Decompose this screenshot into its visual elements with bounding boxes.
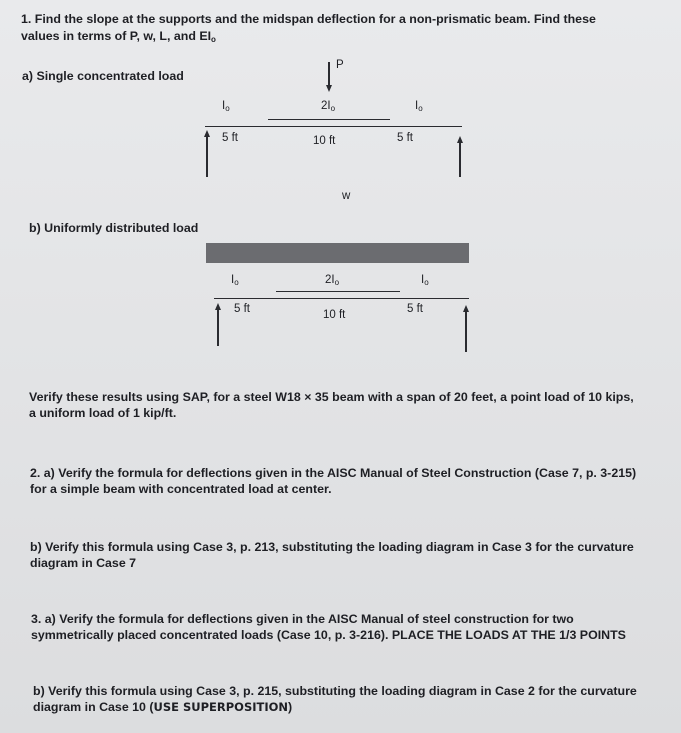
verify-line2: a uniform load of 1 kip/ft.	[29, 406, 177, 420]
inertia-left-label: $I_o$	[222, 100, 230, 113]
q3a-line2: symmetrically placed concentrated loads (Case 10, p. 3-216). PLACE THE LOADS AT THE 1/3 POINTS	[31, 628, 626, 642]
load-p-label: P	[336, 59, 344, 71]
q2a-line2: for a simple beam with concentrated load at center.	[30, 482, 332, 496]
distributed-load-block	[206, 243, 469, 263]
right-reaction-arrow-head	[457, 136, 463, 143]
superposition-emphasis: USE SUPERPOSITION	[153, 700, 289, 714]
right-reaction-arrow	[459, 143, 461, 177]
q2a-line1: 2. a) Verify the formula for deflections given in the AISC Manual of Steel Construction (Case 7, p. 3-215)	[30, 466, 637, 480]
part-b-label: b) Uniformly distributed load	[29, 221, 199, 235]
inertia-left-label: $I_o$	[231, 274, 239, 287]
length-right-label: 5 ft	[397, 132, 413, 144]
load-w-label: w	[342, 190, 351, 202]
left-reaction-arrow	[206, 137, 208, 177]
length-mid-label: 10 ft	[313, 135, 336, 147]
right-reaction-arrow	[465, 312, 467, 352]
q2b-line2: diagram in Case 7	[30, 556, 137, 570]
q3a-line1: 3. a) Verify the formula for deflections given in the AISC Manual of steel construction for two	[31, 612, 574, 626]
beam-mid-upper-line	[276, 291, 400, 292]
length-right-label: 5 ft	[407, 303, 423, 315]
point-load-arrow-shaft	[328, 62, 330, 86]
beam-mid-upper-line	[268, 119, 390, 120]
q1-heading-line1: 1. Find the slope at the supports and the midspan deflection for a non-prismatic beam. Find these	[21, 12, 596, 26]
beam-line	[214, 298, 469, 299]
q1-heading-line2: values in terms of P, w, L, and $EI_o$	[21, 29, 216, 44]
q2b-line1: b) Verify this formula using Case 3, p. 213, substituting the loading diagram in Case 3 for the curvature	[30, 540, 634, 554]
right-reaction-arrow-head	[463, 305, 469, 312]
left-reaction-arrow-head	[215, 303, 221, 310]
left-reaction-arrow-head	[204, 130, 210, 137]
length-left-label: 5 ft	[234, 303, 250, 315]
part-a-label: a) Single concentrated load	[22, 69, 184, 83]
q3b-line1: b) Verify this formula using Case 3, p. 215, substituting the loading diagram in Case 2 for the curvature	[33, 684, 637, 698]
verify-line1: Verify these results using SAP, for a steel W18 × 35 beam with a span of 20 feet, a point load of 10 kips,	[29, 390, 634, 404]
inertia-right-label: $I_o$	[415, 100, 423, 113]
length-left-label: 5 ft	[222, 132, 238, 144]
beam-line	[205, 126, 462, 127]
length-mid-label: 10 ft	[323, 309, 346, 321]
left-reaction-arrow	[217, 310, 219, 346]
point-load-arrow-head	[326, 85, 332, 92]
inertia-mid-label: $2I_o$	[325, 274, 340, 287]
inertia-right-label: $I_o$	[421, 274, 429, 287]
q3b-line2: diagram in Case 10 (USE SUPERPOSITION)	[33, 700, 293, 714]
inertia-mid-label: $2I_o$	[321, 100, 336, 113]
